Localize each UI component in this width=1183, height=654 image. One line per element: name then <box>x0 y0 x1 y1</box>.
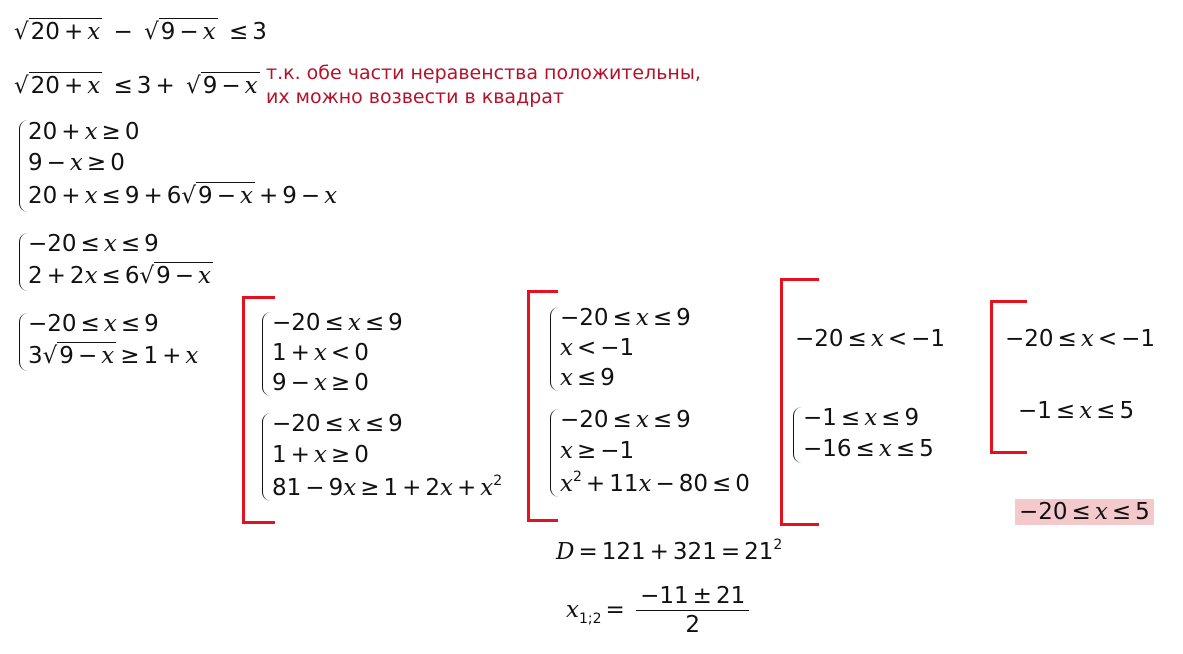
note-line-1: т.к. обе части неравенства положительны, <box>266 62 701 84</box>
caseA1-row1: −20 ≤ x ≤ 9 <box>272 310 403 336</box>
explanation-note <box>266 61 701 109</box>
union-bracket-c <box>780 278 819 526</box>
caseD1: −20 ≤ x < −1 <box>1005 326 1155 352</box>
system2-row2: 2 + 2x ≤ 6√9 − x <box>28 263 212 289</box>
answer-highlight: −20 ≤ x ≤ 5 <box>1015 499 1154 525</box>
caseD2: −1 ≤ x ≤ 5 <box>1018 398 1135 424</box>
caseC1: −20 ≤ x < −1 <box>795 326 945 352</box>
sqrt-20-plus-x: √20 + x <box>14 19 101 45</box>
system1-row2: 9 − x ≥ 0 <box>28 150 125 176</box>
caseA2-row2: 1 + x ≥ 0 <box>272 442 369 468</box>
system3-row1: −20 ≤ x ≤ 9 <box>28 311 159 337</box>
union-bracket-d <box>990 300 1027 454</box>
roots-fraction: $\frac{-11 \pm 21}{2}$ <box>636 582 749 639</box>
system1-row1: 20 + x ≥ 0 <box>28 119 140 145</box>
caseB2-row2: x ≥ −1 <box>560 438 635 464</box>
system3-row2: 3√9 − x ≥ 1 + x <box>28 343 199 369</box>
final-answer <box>1015 498 1154 526</box>
caseC2-row2: −16 ≤ x ≤ 5 <box>803 436 934 462</box>
system-brace-3 <box>19 313 28 371</box>
caseC2-row1: −1 ≤ x ≤ 9 <box>803 405 920 431</box>
caseA2-row3: $81 - 9x \ge 1 + 2x + x^2$ <box>272 473 503 501</box>
sqrt-9-minus-x: √9 − x <box>144 19 216 45</box>
caseA2-row1: −20 ≤ x ≤ 9 <box>272 411 403 437</box>
discriminant: $D = 121 + 321 = 21^2$ <box>556 537 783 565</box>
caseB2-row3: $x^2 + 11x - 80 \le 0$ <box>560 469 750 497</box>
caseB2-row1: −20 ≤ x ≤ 9 <box>560 407 691 433</box>
caseA1-row2: 1 + x < 0 <box>272 340 369 366</box>
caseB1-row3: x ≤ 9 <box>560 365 615 391</box>
system2-row1: −20 ≤ x ≤ 9 <box>28 231 159 257</box>
roots-formula: $x_{1;2}$ = $\frac{-11 \pm 21}{2}$ <box>566 582 749 639</box>
system-brace-2 <box>19 233 28 291</box>
caseB1-row1: −20 ≤ x ≤ 9 <box>560 305 691 331</box>
caseB1-row2: x < −1 <box>560 335 635 361</box>
note-line-2: их можно возвести в квадрат <box>266 86 564 108</box>
inequality-original: √20 + x − √9 − x ≤ 3 <box>14 19 267 45</box>
system1-row3: 20 + x ≤ 9 + 6√9 − x + 9 − x <box>28 183 338 209</box>
caseA1-row3: 9 − x ≥ 0 <box>272 370 369 396</box>
inequality-rearranged: √20 + x ≤ 3 + √9 − x <box>14 73 258 99</box>
system-brace-1 <box>19 120 28 212</box>
